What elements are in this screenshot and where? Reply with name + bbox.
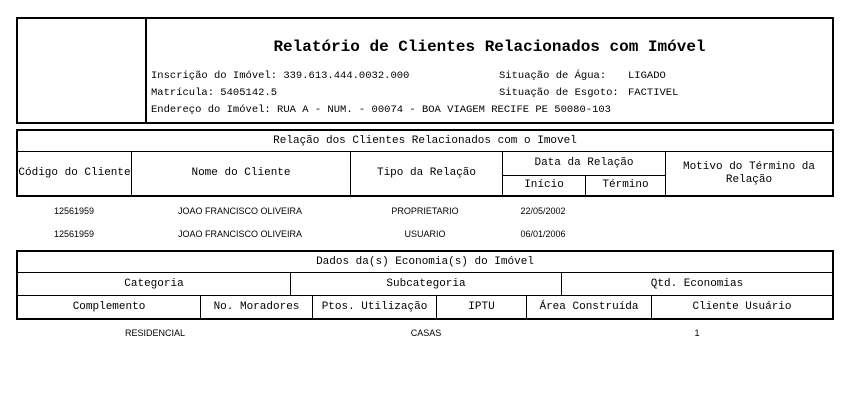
header-moradores: No. Moradores bbox=[200, 296, 312, 318]
cell-tipo: PROPRIETARIO bbox=[391, 206, 459, 216]
header-motivo: Motivo do Término da Relação bbox=[665, 152, 832, 195]
cell-tipo: USUARIO bbox=[404, 229, 446, 239]
cell-nome: JOAO FRANCISCO OLIVEIRA bbox=[177, 206, 303, 216]
agua-label: Situação de Água: bbox=[499, 70, 607, 82]
cell-subcategoria: CASAS bbox=[410, 328, 442, 338]
header-complemento: Complemento bbox=[72, 300, 146, 313]
esgoto-value: FACTIVEL bbox=[628, 87, 679, 99]
cell-inicio: 22/05/2002 bbox=[520, 206, 566, 216]
header-nome: Nome do Cliente bbox=[131, 152, 350, 195]
header-data: Data da Relação bbox=[502, 152, 665, 175]
inscricao: Inscrição do Imóvel: 339.613.444.0032.000 bbox=[151, 70, 410, 82]
cell-codigo: 12561959 bbox=[53, 206, 95, 216]
cell-codigo: 12561959 bbox=[53, 229, 95, 239]
header-area: Área Construída bbox=[526, 296, 651, 318]
matricula: Matrícula: 5405142.5 bbox=[151, 87, 278, 99]
logo-divider bbox=[145, 17, 147, 124]
report-title: Relatório de Clientes Relacionados com Imóvel bbox=[273, 38, 706, 56]
header-subcategoria: Subcategoria bbox=[290, 273, 561, 296]
cell-nome: JOAO FRANCISCO OLIVEIRA bbox=[177, 229, 303, 239]
cell-inicio: 06/01/2006 bbox=[520, 229, 566, 239]
cell-categoria: RESIDENCIAL bbox=[124, 328, 186, 338]
header-termino: Término bbox=[585, 175, 665, 195]
endereco: Endereço do Imóvel: RUA A - NUM. - 00074 - BOA VIAGEM RECIFE PE 50080-103 bbox=[151, 104, 611, 116]
header-qtd: Qtd. Economias bbox=[561, 273, 832, 296]
header-pontos: Ptos. Utilização bbox=[312, 296, 436, 318]
header-codigo: Código do Cliente bbox=[18, 167, 131, 179]
header-inicio: Início bbox=[502, 175, 585, 195]
agua-value: LIGADO bbox=[628, 70, 666, 82]
header-tipo: Tipo da Relação bbox=[350, 152, 502, 195]
header-cliente-usuario: Cliente Usuário bbox=[651, 296, 832, 318]
economias-title: Dados da(s) Economia(s) do Imóvel bbox=[18, 252, 832, 273]
header-categoria: Categoria bbox=[18, 273, 290, 296]
clientes-title: Relação dos Clientes Relacionados com o Imovel bbox=[18, 131, 832, 152]
esgoto-label: Situação de Esgoto: bbox=[499, 87, 619, 99]
header-iptu: IPTU bbox=[436, 296, 526, 318]
cell-qtd: 1 bbox=[694, 328, 700, 338]
